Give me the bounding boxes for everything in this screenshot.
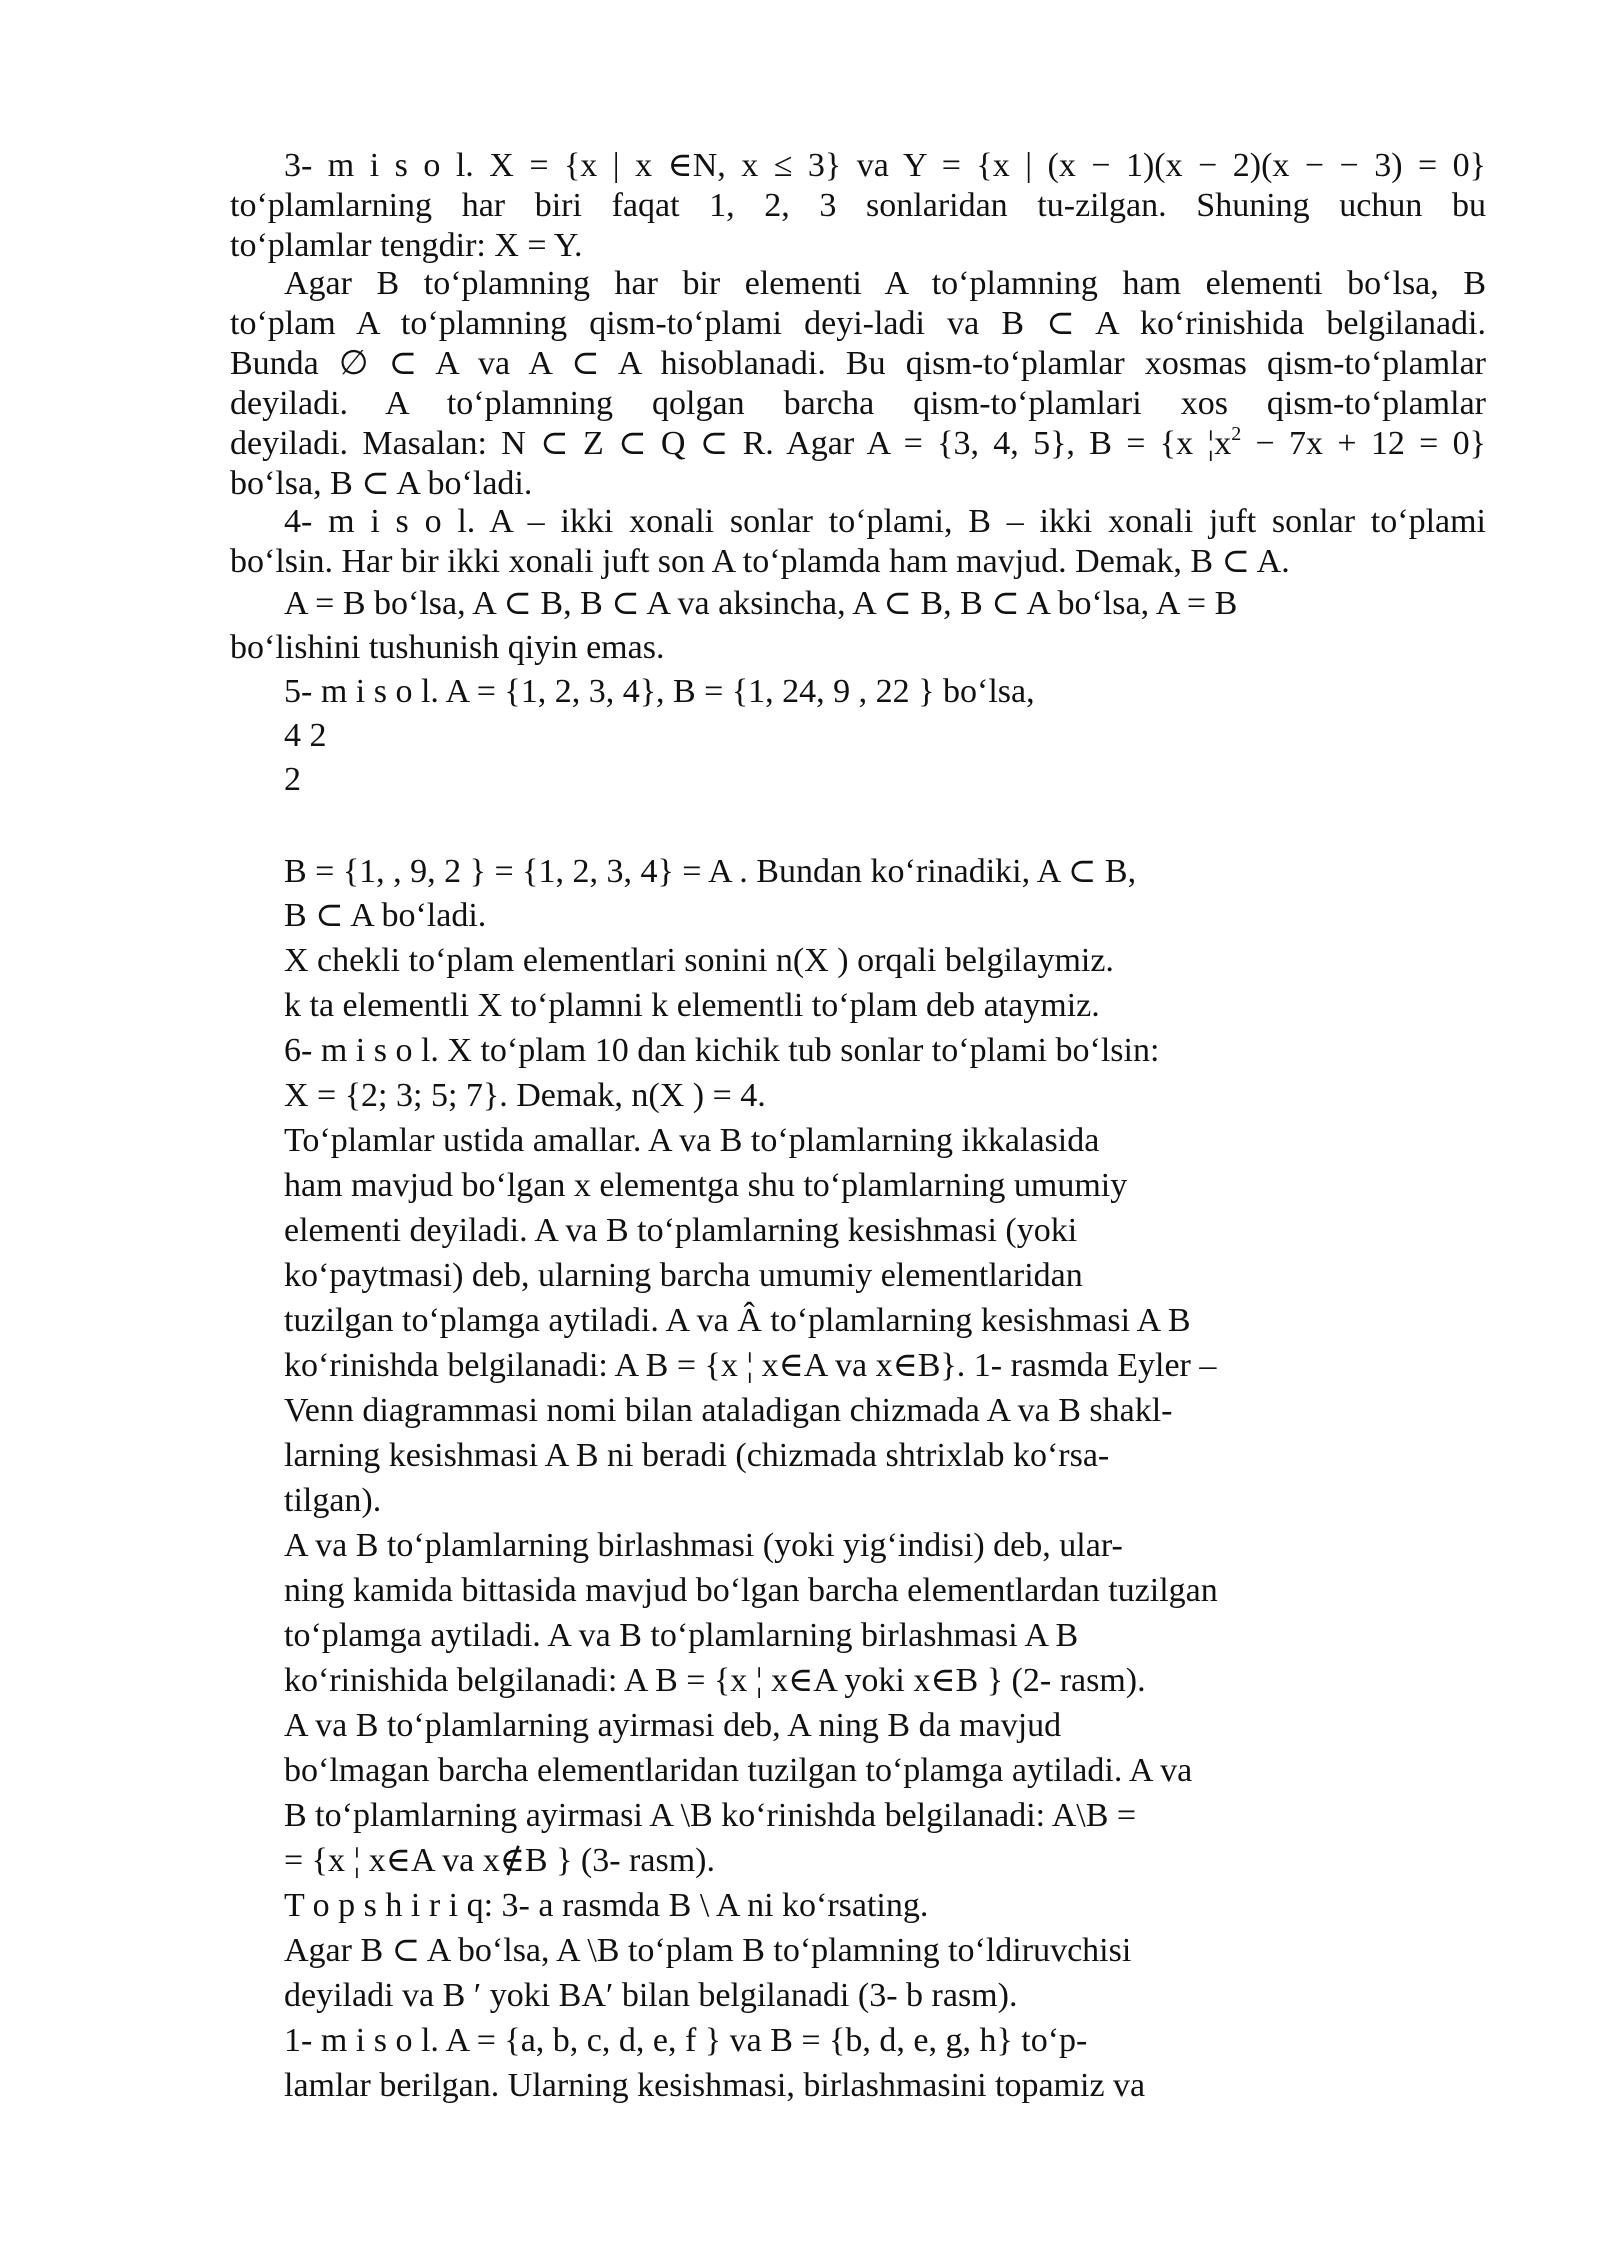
text-line: Venn diagrammasi nomi bilan ataladigan chizmada A va B shakl- [284,1392,1173,1429]
text-fragment: deyiladi. Masalan: N ⊂ Z ⊂ Q ⊂ R. Agar A = {3, 4, 5}, B = {x ¦x [230,425,1232,462]
text-line: B to‘plamlarning ayirmasi A \B ko‘rinishda belgilanadi: A\B = [284,1797,1137,1834]
text-line: deyiladi va B ′ yoki BA′ bilan belgilanadi (3- b rasm). [284,1977,1018,2014]
text-line: 4 2 [284,717,327,754]
text-line [230,424,1486,464]
text-line: To‘plamlar ustida amallar. A va B to‘plamlarning ikkalasida [284,1122,1100,1159]
text-line: larning kesishmasi A B ni beradi (chizmada shtrixlab ko‘rsa- [284,1437,1110,1474]
text-line: bo‘lmagan barcha elementlaridan tuzilgan to‘plamga aytiladi. A va [284,1752,1193,1789]
text-line: lamlar berilgan. Ularning kesishmasi, birlashmasini topamiz va [284,2067,1146,2104]
text-line: elementi deyiladi. A va B to‘plamlarning kesishmasi (yoki [284,1212,1078,1249]
text-line: tuzilgan to‘plamga aytiladi. A va Â to‘plamlarning kesishmasi A B [284,1302,1191,1339]
text-line: bo‘lsa, B ⊂ A bo‘ladi. [230,465,533,502]
text-line: B = {1, , 9, 2 } = {1, 2, 3, 4} = A . Bundan ko‘rinadiki, A ⊂ B, [284,853,1137,890]
text-line: 4- m i s o l. A – ikki xonali sonlar to‘plami, B – ikki xonali juft sonlar to‘plami [284,503,1486,540]
text-line: to‘plamlarning har biri faqat 1, 2, 3 sonlaridan tu-zilgan. Shuning uchun bu [230,187,1486,224]
superscript: 2 [1231,423,1242,445]
text-line: 6- m i s o l. X to‘plam 10 dan kichik tub sonlar to‘plami bo‘lsin: [284,1032,1160,1069]
text-line: bo‘lsin. Har bir ikki xonali juft son A to‘plamda ham mavjud. Demak, B ⊂ A. [230,543,1290,580]
text-line: T o p s h i r i q: 3- a rasmda B \ A ni ko‘rsating. [284,1887,929,1924]
paragraph-example-4 [230,502,1486,582]
text-line: A va B to‘plamlarning ayirmasi deb, A ning B da mavjud [284,1707,1062,1744]
text-line: ko‘rinishda belgilanadi: A B = {x ¦ x∈A va x∈B}. 1- rasmda Eyler – [284,1347,1217,1384]
text-line: B ⊂ A bo‘ladi. [284,897,487,934]
text-line: 2 [284,761,301,798]
text-line: tilgan). [284,1482,382,1519]
text-line: ning kamida bittasida mavjud bo‘lgan barcha elementlardan tuzilgan [284,1572,1218,1609]
text-line: A = B bo‘lsa, A ⊂ B, B ⊂ A va aksincha, A ⊂ B, B ⊂ A bo‘lsa, A = B [284,585,1238,622]
paragraph-equality [230,584,1486,668]
text-line: to‘plam A to‘plamning qism-to‘plami deyi-ladi va B ⊂ A ko‘rinishida belgilanadi. [230,305,1486,342]
text-line: bo‘lishini tushunish qiyin emas. [230,629,665,666]
text-line: Agar B to‘plamning har bir elementi A to‘plamning ham elementi bo‘lsa, B [284,265,1486,302]
text-line: to‘plamlar tengdir: X = Y. [230,227,583,264]
text-line: to‘plamga aytiladi. A va B to‘plamlarning birlashmasi A B [284,1617,1079,1654]
text-line: 5- m i s o l. A = {1, 2, 3, 4}, B = {1, 24, 9 , 22 } bo‘lsa, [284,673,1035,710]
paragraph-example-3 [230,146,1486,266]
text-line: = {x ¦ x∈A va x∉B } (3- rasm). [284,1842,715,1879]
text-line: X = {2; 3; 5; 7}. Demak, n(X ) = 4. [284,1077,766,1114]
text-line: deyiladi. A to‘plamning qolgan barcha qism-to‘plamlari xos qism-to‘plamlar [230,385,1486,422]
text-line: Bunda ∅ ⊂ A va A ⊂ A hisoblanadi. Bu qism-to‘plamlar xosmas qism-to‘plamlar [230,345,1486,382]
text-line: X chekli to‘plam elementlari sonini n(X ) orqali belgilaymiz. [284,942,1114,979]
text-line: 3- m i s o l. X = {x | x ∈N, x ≤ 3} va Y = {x | (x − 1)(x − 2)(x − − 3) = 0} [284,147,1486,184]
text-line: Agar B ⊂ A bo‘lsa, A \B to‘plam B to‘plamning to‘ldiruvchisi [284,1932,1132,1969]
text-line: ham mavjud bo‘lgan x elementga shu to‘plamlarning umumiy [284,1167,1128,1204]
paragraph-subset-definition [230,264,1486,504]
text-line: k ta elementli X to‘plamni k elementli to‘plam deb ataymiz. [284,987,1100,1024]
text-line: A va B to‘plamlarning birlashmasi (yoki yig‘indisi) deb, ular- [284,1527,1123,1564]
text-line: 1- m i s o l. A = {a, b, c, d, e, f } va B = {b, d, e, g, h} to‘p- [284,2022,1088,2059]
text-line: ko‘rinishida belgilanadi: A B = {x ¦ x∈A yoki x∈B } (2- rasm). [284,1662,1146,1699]
text-line: ko‘paytmasi) deb, ularning barcha umumiy elementlaridan [284,1257,1083,1294]
text-fragment: − 7x + 12 = 0} [1241,425,1486,462]
